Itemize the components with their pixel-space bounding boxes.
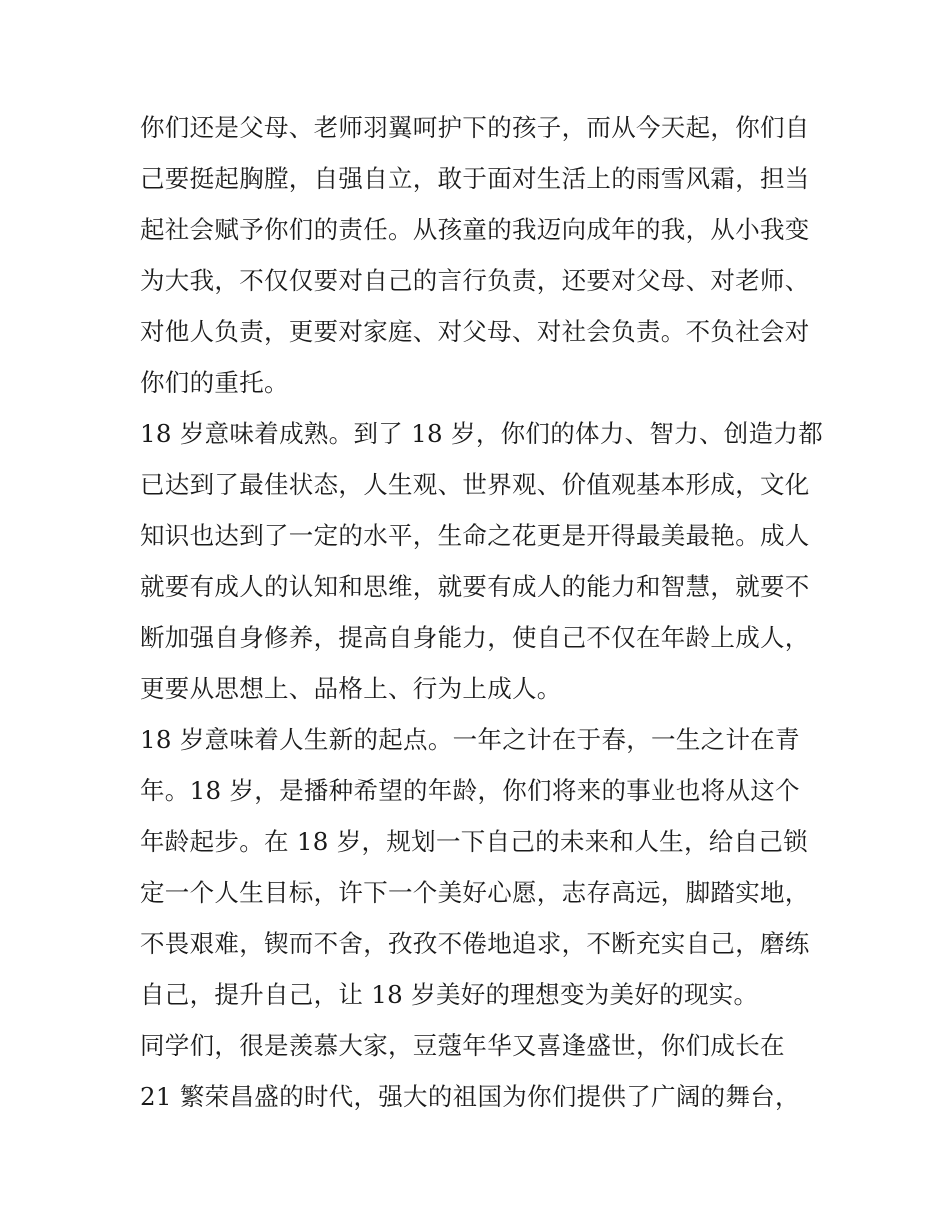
text-line: 断加强自身修养，提高自身能力，使自己不仅在年龄上成人， xyxy=(140,623,810,652)
text-line: 18 岁意味着人生新的起点。一年之计在于春，一生之计在青 xyxy=(140,725,800,754)
text-line: 己要挺起胸膛，自强自立，敢于面对生活上的雨雪风霜，担当 xyxy=(140,164,810,193)
text-line: 你们的重托。 xyxy=(140,368,289,397)
text-line: 定一个人生目标，许下一个美好心愿，志存高远，脚踏实地， xyxy=(140,878,810,907)
document-page xyxy=(140,106,824,1126)
text-line: 起社会赋予你们的责任。从孩童的我迈向成年的我，从小我变 xyxy=(140,215,810,244)
text-line: 年。18 岁，是播种希望的年龄，你们将来的事业也将从这个 xyxy=(140,776,800,805)
text-line: 知识也达到了一定的水平，生命之花更是开得最美最艳。成人 xyxy=(140,521,810,550)
text-line: 同学们，很是羡慕大家，豆蔻年华又喜逢盛世，你们成长在 xyxy=(140,1031,785,1060)
text-line: 已达到了最佳状态，人生观、世界观、价值观基本形成，文化 xyxy=(140,470,810,499)
text-line: 不畏艰难，锲而不舍，孜孜不倦地追求，不断充实自己，磨练 xyxy=(140,929,810,958)
text-line: 自己，提升自己，让 18 岁美好的理想变为美好的现实。 xyxy=(140,980,759,1009)
text-line: 18 岁意味着成熟。到了 18 岁，你们的体力、智力、创造力都 xyxy=(140,419,824,448)
text-line: 就要有成人的认知和思维，就要有成人的能力和智慧，就要不 xyxy=(140,572,810,601)
text-line: 更要从思想上、品格上、行为上成人。 xyxy=(140,674,562,703)
text-line: 年龄起步。在 18 岁，规划一下自己的未来和人生，给自己锁 xyxy=(140,827,808,856)
text-line: 为大我，不仅仅要对自己的言行负责，还要对父母、对老师、 xyxy=(140,266,810,295)
text-line: 21 繁荣昌盛的时代，强大的祖国为你们提供了广阔的舞台， xyxy=(140,1082,800,1111)
text-line: 你们还是父母、老师羽翼呵护下的孩子，而从今天起，你们自 xyxy=(140,113,810,142)
text-line: 对他人负责，更要对家庭、对父母、对社会负责。不负社会对 xyxy=(140,317,810,346)
